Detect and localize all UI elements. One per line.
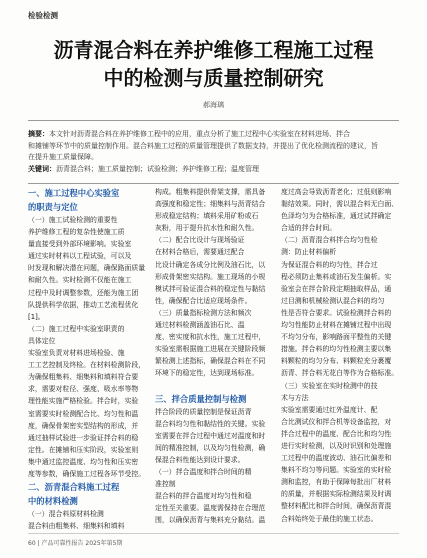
abstract-line-3: 在提升施工质量保障。: [28, 153, 98, 161]
body-text-line: 度、密实度和抗水性，施工过程中，: [155, 333, 266, 342]
body-text-line: 合料始终处于最佳的施工状态。: [281, 514, 378, 523]
journal-name: 产品可靠性报告 2025年第5期: [41, 540, 123, 547]
body-text-line: 度，确保骨架密实型结构的形成，并: [28, 421, 139, 430]
body-text-line: 保混合料性能达到设计要求。: [155, 455, 245, 464]
body-text-line: 定性至关重要。温度需保持在合理范: [155, 504, 266, 513]
body-text-line: 工工艺控制及终检。在材料检测阶段，: [28, 361, 145, 370]
author-name: 郝海璃: [203, 101, 224, 109]
body-text-line: 料颗粒的均匀分布、料颗粒充分裹覆: [281, 357, 392, 366]
body-text-line: 度等参数，确保施工过程各环节受控。: [28, 469, 145, 478]
body-text-line: 形成骨架密实结构。施工现场的小规: [155, 272, 266, 281]
body-text-line: 通过抽样试验进一步验证拌合料的稳: [28, 433, 139, 442]
body-column-1: [28, 186, 145, 532]
body-text-line: 实验室需要通过红外温度计、配: [281, 405, 378, 414]
body-text-line: 量直接受到外部环境影响。实验室: [28, 240, 132, 249]
body-text-line: 构成。粗集料提供骨架支撑，需具备: [155, 188, 266, 196]
body-text-line: （二）配合比设计与现场验证: [155, 236, 245, 245]
section-heading: 的职责与定位: [28, 202, 78, 212]
body-text-line: 程必须防止集料或油石发生偏析。实: [281, 272, 392, 281]
body-text-line: （三）实验室在实时检测中的技: [281, 381, 378, 390]
body-text-line: 繁检测上述指标，确保混合料在不同: [155, 357, 266, 366]
body-text-line: 集料不均匀等问题。实验室的实时检: [281, 466, 392, 475]
body-text-line: 过程中及时调整参数，还能为施工团: [28, 288, 139, 297]
body-text-line: 围，以确保沥青与集料充分黏结。温: [155, 516, 266, 525]
body-text-line: 的质量，并根据实际检测结果及时调: [281, 490, 392, 499]
body-text-line: 定性。在摊铺和压实阶段，实验室则: [28, 445, 139, 454]
body-text-line: 过目测和机械检测认混合料的均匀: [281, 296, 385, 305]
body-text-line: 拌合过程中的温度、配合比和均匀性: [281, 429, 392, 438]
section-heading: 三、拌合质量控制与检测: [155, 393, 247, 404]
body-text-line: 通过实时材料以工程试验，可以及: [28, 252, 132, 261]
keywords-line: [28, 164, 399, 176]
body-text-line: （一）混合料原材料检测: [28, 510, 104, 519]
body-column-3: [281, 186, 400, 525]
body-text-line: 措施。拌合料的均匀性检测主要以集: [281, 345, 392, 354]
body-text-line: 求，需要对粒径、强度、吸水率等物: [28, 385, 139, 394]
body-text-line: 为保证混合料的均匀性，拌合过: [281, 260, 378, 269]
body-text-line: 性是否符合要求。试验检测拌合料的: [281, 308, 392, 317]
body-text-line: 测：防止材料偏析: [281, 248, 337, 257]
footer-divider: [28, 533, 399, 534]
body-text-line: 不均匀分布，影响路面平整性的关键: [281, 333, 392, 342]
body-text-line: 整材料配比和拌合时间，确保沥青混: [281, 502, 392, 511]
body-text-line: 和耐久性。实时检测不仅能在施工: [28, 276, 132, 285]
body-text-line: 间的精准控制，以及均匀性检测，确: [155, 443, 266, 452]
section-tag: 检验检测: [28, 11, 58, 20]
body-text-line: 混合料均匀性和黏结性的关键。实验: [155, 419, 266, 428]
body-text-line: 比设计确定各成分比例及油石比，以: [155, 260, 266, 269]
abstract-box: [28, 120, 399, 184]
body-text-line: 混合料的拌合温度对均匀性和稳: [155, 492, 252, 501]
body-text-line: 性，确保配合比适应现场条件。: [155, 296, 252, 305]
body-text-line: 通过材料检测涵盖油石比、温: [155, 321, 245, 330]
body-text-line: 色泽均匀为合格标准，通过试拌确定: [281, 212, 392, 221]
body-text-line: 度过高会导致沥青老化；过低则影响: [281, 188, 392, 196]
body-text-line: 进行实时检测，以及时识别和处理施: [281, 441, 392, 450]
body-text-line: 室需要在拌合过程中通过对温度和时: [155, 431, 266, 440]
section-heading: 二、沥青混合料施工过程: [28, 482, 120, 493]
spacer: [155, 380, 272, 392]
body-text-line: （一）拌合温度和拌合时间的精: [155, 468, 252, 477]
body-text-line: （一）施工试验检测的重要性: [28, 216, 118, 224]
body-text-line: 混合料由粗集料、细集料和填料: [28, 522, 125, 531]
body-text-line: 集中通过监控温度、均匀性和压实密: [28, 457, 139, 466]
body-text-line: 拌合阶段的质量控制是保证沥青: [155, 407, 252, 416]
body-text-line: 合适的拌合时间。: [281, 224, 337, 233]
body-text-line: 室需要实时检测配合比、均匀性和温: [28, 409, 139, 418]
body-text-line: 工过程中的温度波动、油石比偏差和: [281, 454, 392, 463]
body-text-line: 理性能实施严格检验。拌合时，实验: [28, 397, 139, 406]
body-text-line: 均匀性能防止材料在摊铺过程中出现: [281, 321, 392, 330]
keywords: 沥青混合料；施工质量控制；试验检测；养护维修工程；温度管理: [56, 164, 259, 173]
body-text-line: 实验室负责对材料进场检验、施: [28, 349, 125, 358]
body-text-line: 验室会在拌合阶段定期抽取样品，通: [281, 284, 392, 293]
body-text-line: （二）沥青混合料拌合均匀性检: [281, 236, 378, 245]
body-text-line: 沥青、拌合料无花白等作为合格标准。: [281, 369, 399, 378]
page-footer: 60 | 产品可靠性报告 2025年第5期: [28, 540, 123, 547]
keywords-label: 关键词：: [28, 164, 56, 173]
body-text-line: 灰粉，用于提升抗水性和耐久性。: [155, 224, 259, 233]
body-text-line: 测和监控，有助于保障每批出厂材料: [281, 478, 392, 487]
section-heading: 一、施工过程中心实验室: [28, 188, 120, 198]
body-column-2: [155, 186, 272, 527]
abstract-line-2: 和摊铺等环节中的质量控制作用。混合料施工过程的质量管理提供了数据支持，并提出了优化检测流程的建议，旨: [28, 141, 378, 150]
body-text-line: 实验室需根据施工进展在关键阶段频: [155, 345, 266, 354]
abstract-line-1: 摘要：本文针对沥青混合料在养护维修工程中的应用，重点分析了施工过程中心实验室在材料进场、拌合: [28, 130, 350, 138]
body-text-line: 时发现和解决潜在问题，确保路面质量: [28, 264, 145, 273]
body-text-line: （二）施工过程中实验室职责的: [28, 324, 125, 333]
body-text-line: 为确保粗集料、细集料和填料符合要: [28, 373, 139, 382]
body-text-line: 模试拌可验证混合料的稳定性与黏结: [155, 284, 266, 293]
body-text-line: 准控制: [155, 480, 176, 489]
abstract-label: 摘要：: [28, 130, 49, 138]
body-text-line: 黏结效果。同时，需以混合料无白面、: [281, 200, 399, 209]
page-number: 60: [28, 540, 36, 547]
body-text-line: 合比测试仪和拌合机等设备监控，对: [281, 417, 392, 426]
body-text-line: 队提供科学依据，推动工艺流程优化: [28, 300, 139, 309]
body-text-line: 形成稳定结构；填料采用矿粉或石: [155, 212, 259, 221]
body-text-line: [1]。: [28, 312, 45, 321]
body-text-line: 环境下的稳定性，达到现场标准。: [155, 369, 259, 378]
section-heading: 中的材料检测: [28, 496, 78, 507]
article-title-line1: 沥青混合料在养护维修工程施工过程: [53, 38, 374, 62]
body-text-line: （三）质量指标检测方法和频次: [155, 308, 252, 317]
article-title-line2: 中的检测与质量控制研究: [103, 66, 324, 90]
body-text-line: 养护维修工程的复杂性使施工质: [28, 228, 125, 237]
body-text-line: 在材料合格后，需要通过配合: [155, 248, 245, 257]
body-text-line: 术与方法: [281, 393, 309, 402]
body-text-line: 高强度和稳定性；细集料与沥青结合: [155, 200, 266, 209]
body-text-line: 具体定位: [28, 336, 56, 345]
